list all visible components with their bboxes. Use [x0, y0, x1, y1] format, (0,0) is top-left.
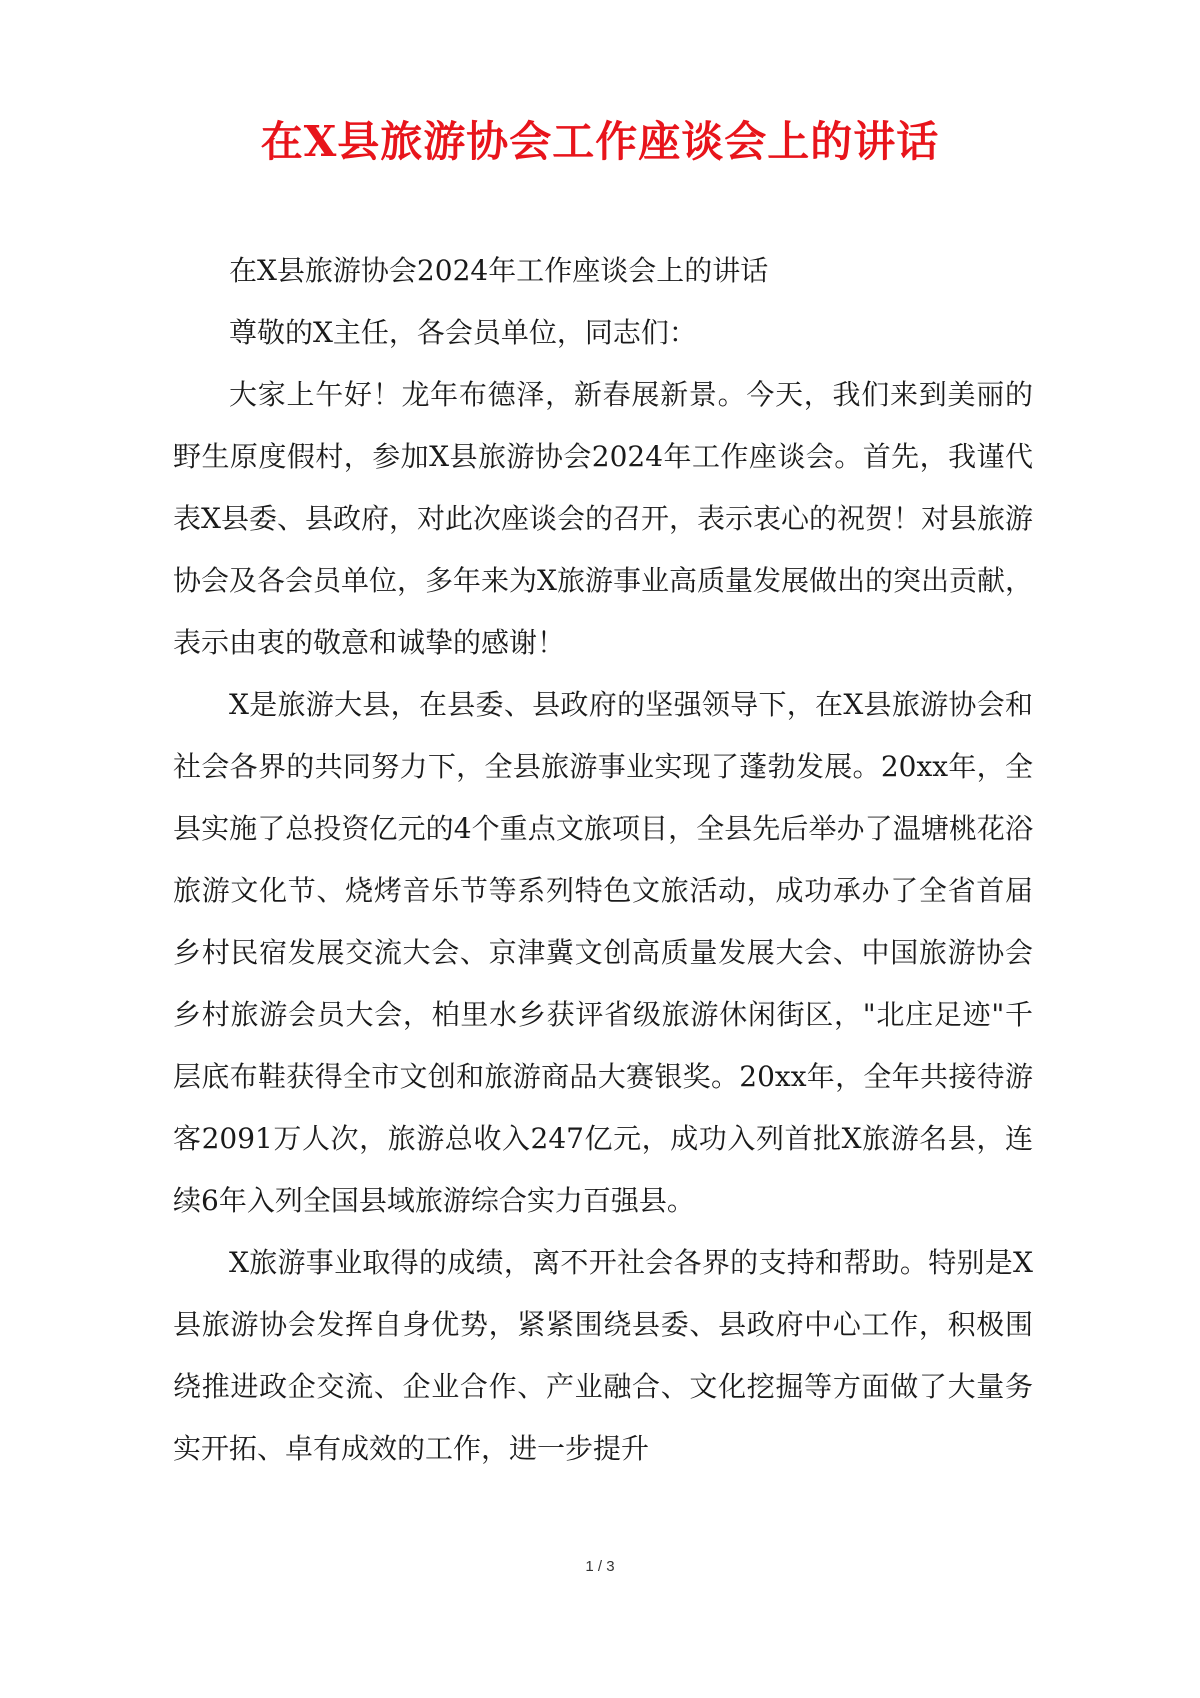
paragraph-thanks: X旅游事业取得的成绩，离不开社会各界的支持和帮助。特别是X县旅游协会发挥自身优势，紧紧围绕县委、县政府中心工作，积极围绕推进政企交流、企业合作、产业融合、文化挖掘等方面做了大量务实开拓、卓有成效的工作，进一步提升 — [173, 1246, 1033, 1465]
paragraph-salutation: 尊敬的X主任，各会员单位，同志们： — [229, 316, 697, 349]
paragraph-subtitle: 在X县旅游协会2024年工作座谈会上的讲话 — [229, 254, 769, 287]
paragraph-achievements: X是旅游大县，在县委、县政府的坚强领导下，在X县旅游协会和社会各界的共同努力下，全县旅游事业实现了蓬勃发展。20xx年，全县实施了总投资亿元的4个重点文旅项目，全县先后举办了温塘桃花浴旅游文化节、烧烤音乐节等系列特色文旅活动，成功承办了全省首届乡村民宿发展交流大会、京津冀文创高质量发展大会、中国旅游协会乡村旅游会员大会，柏里水乡获评省级旅游休闲街区，"北庄足迹"千层底布鞋获得全市文创和旅游商品大赛银奖。20xx年，全年共接待游客2091万人次，旅游总收入247亿元，成功入列首批X旅游名县，连续6年入列全国县域旅游综合实力百强县。 — [173, 688, 1033, 1217]
document-body — [173, 240, 1033, 1480]
page-number: 1 / 3 — [585, 1558, 615, 1575]
paragraph-greeting: 大家上午好！龙年布德泽，新春展新景。今天，我们来到美丽的野生原度假村，参加X县旅游协会2024年工作座谈会。首先，我谨代表X县委、县政府，对此次座谈会的召开，表示衷心的祝贺！对县旅游协会及各会员单位，多年来为X旅游事业高质量发展做出的突出贡献，表示由衷的敬意和诚挚的感谢！ — [173, 378, 1033, 659]
document-title: 在X县旅游协会工作座谈会上的讲话 — [260, 117, 940, 166]
